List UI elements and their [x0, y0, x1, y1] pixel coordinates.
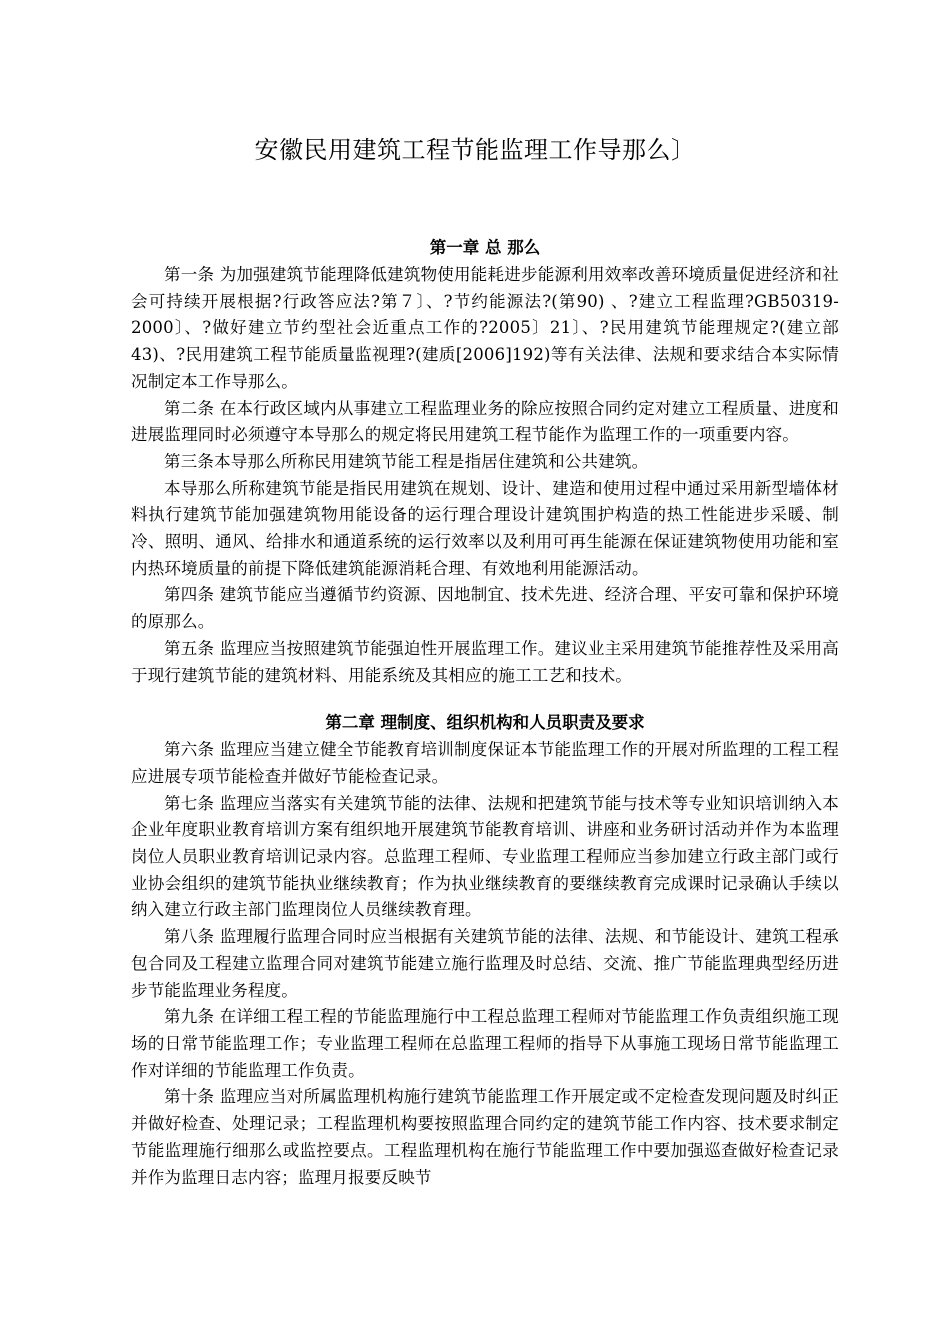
document-title: 安徽民用建筑工程节能监理工作导那么〕 — [254, 136, 696, 164]
article-2: 第二条 在本行政区域内从事建立工程监理业务的除应按照合同约定对建立工程质量、进度和进展监理同时必须遵守本导那么的规定将民用建筑工程节能作为监理工作的一项重要内容。 — [131, 398, 839, 445]
article-7: 第七条 监理应当落实有关建筑节能的法律、法规和把建筑节能与技术等专业知识培训纳入本企业年度职业教育培训方案有组织地开展建筑节能教育培训、讲座和业务研讨活动并作为本监理岗位人员职业教育培训记录内容。总监理工程师、专业监理工程师应当参加建立行政主部门或行业协会组织的建筑节能执业继续教育；作为执业继续教育的要继续教育完成课时记录确认手续以纳入建立行政主部门监理岗位人员继续教育理。 — [131, 793, 839, 920]
article-5: 第五条 监理应当按照建筑节能强迫性开展监理工作。建议业主采用建筑节能推荐性及采用高于现行建筑节能的建筑材料、用能系统及其相应的施工工艺和技术。 — [131, 638, 839, 685]
article-9: 第九条 在详细工程工程的节能监理施行中工程总监理工程师对节能监理工作负责组织施工现场的日常节能监理工作；专业监理工程师在总监理工程师的指导下从事施工现场日常节能监理工作对详细的节能监理工作负责。 — [131, 1007, 839, 1080]
article-1: 第一条 为加强建筑节能理降低建筑物使用能耗进步能源利用效率改善环境质量促进经济和社会可持续开展根据?行政答应法?第７〕、?节约能源法?(第90) 、?建立工程监理?GB50319-2000〕、?做好建立节约型社会近重点工作的?2005〕21〕、?民用建筑节能理规定?(建立部43)、?民用建筑工程节能质量监视理?(建质[2006]192)等有关法律、法规和要求结合本实际情况制定本工作导那么。 — [131, 265, 839, 391]
article-6: 第六条 监理应当建立健全节能教育培训制度保证本节能监理工作的开展对所监理的工程工程应进展专项节能检查并做好节能检查记录。 — [131, 740, 839, 786]
article-3-definition: 本导那么所称建筑节能是指民用建筑在规划、设计、建造和使用过程中通过采用新型墙体材料执行建筑节能加强建筑物用能设备的运行理合理设计建筑围护构造的热工性能进步采暖、制冷、照明、通风、给排水和通道系统的运行效率以及利用可再生能源在保证建筑物使用功能和室内热环境质量的前提下降低建筑能源消耗合理、有效地利用能源活动。 — [131, 478, 839, 578]
article-10: 第十条 监理应当对所属监理机构施行建筑节能监理工作开展定或不定检查发现问题及时纠正并做好检查、处理记录；工程监理机构要按照监理合同约定的建筑节能工作内容、技术要求制定节能监理施行细那么或监控要点。工程监理机构在施行节能监理工作中要加强巡查做好检查记录并作为监理日志内容；监理月报要反映节 — [131, 1087, 839, 1187]
article-4: 第四条 建筑节能应当遵循节约资源、因地制宜、技术先进、经济合理、平安可靠和保护环境的原那么。 — [131, 585, 839, 632]
article-3: 第三条本导那么所称民用建筑节能工程是指居住建筑和公共建筑。 — [164, 451, 649, 471]
chapter-2-heading: 第二章 理制度、组织机构和人员职责及要求 — [325, 713, 645, 733]
document-body — [131, 234, 839, 1191]
article-8: 第八条 监理履行监理合同时应当根据有关建筑节能的法律、法规、和节能设计、建筑工程承包合同及工程建立监理合同对建筑节能建立施行监理及时总结、交流、推广节能监理典型经历进步节能监理业务程度。 — [131, 927, 839, 1000]
chapter-1-heading: 第一章 总 那么 — [429, 238, 541, 257]
